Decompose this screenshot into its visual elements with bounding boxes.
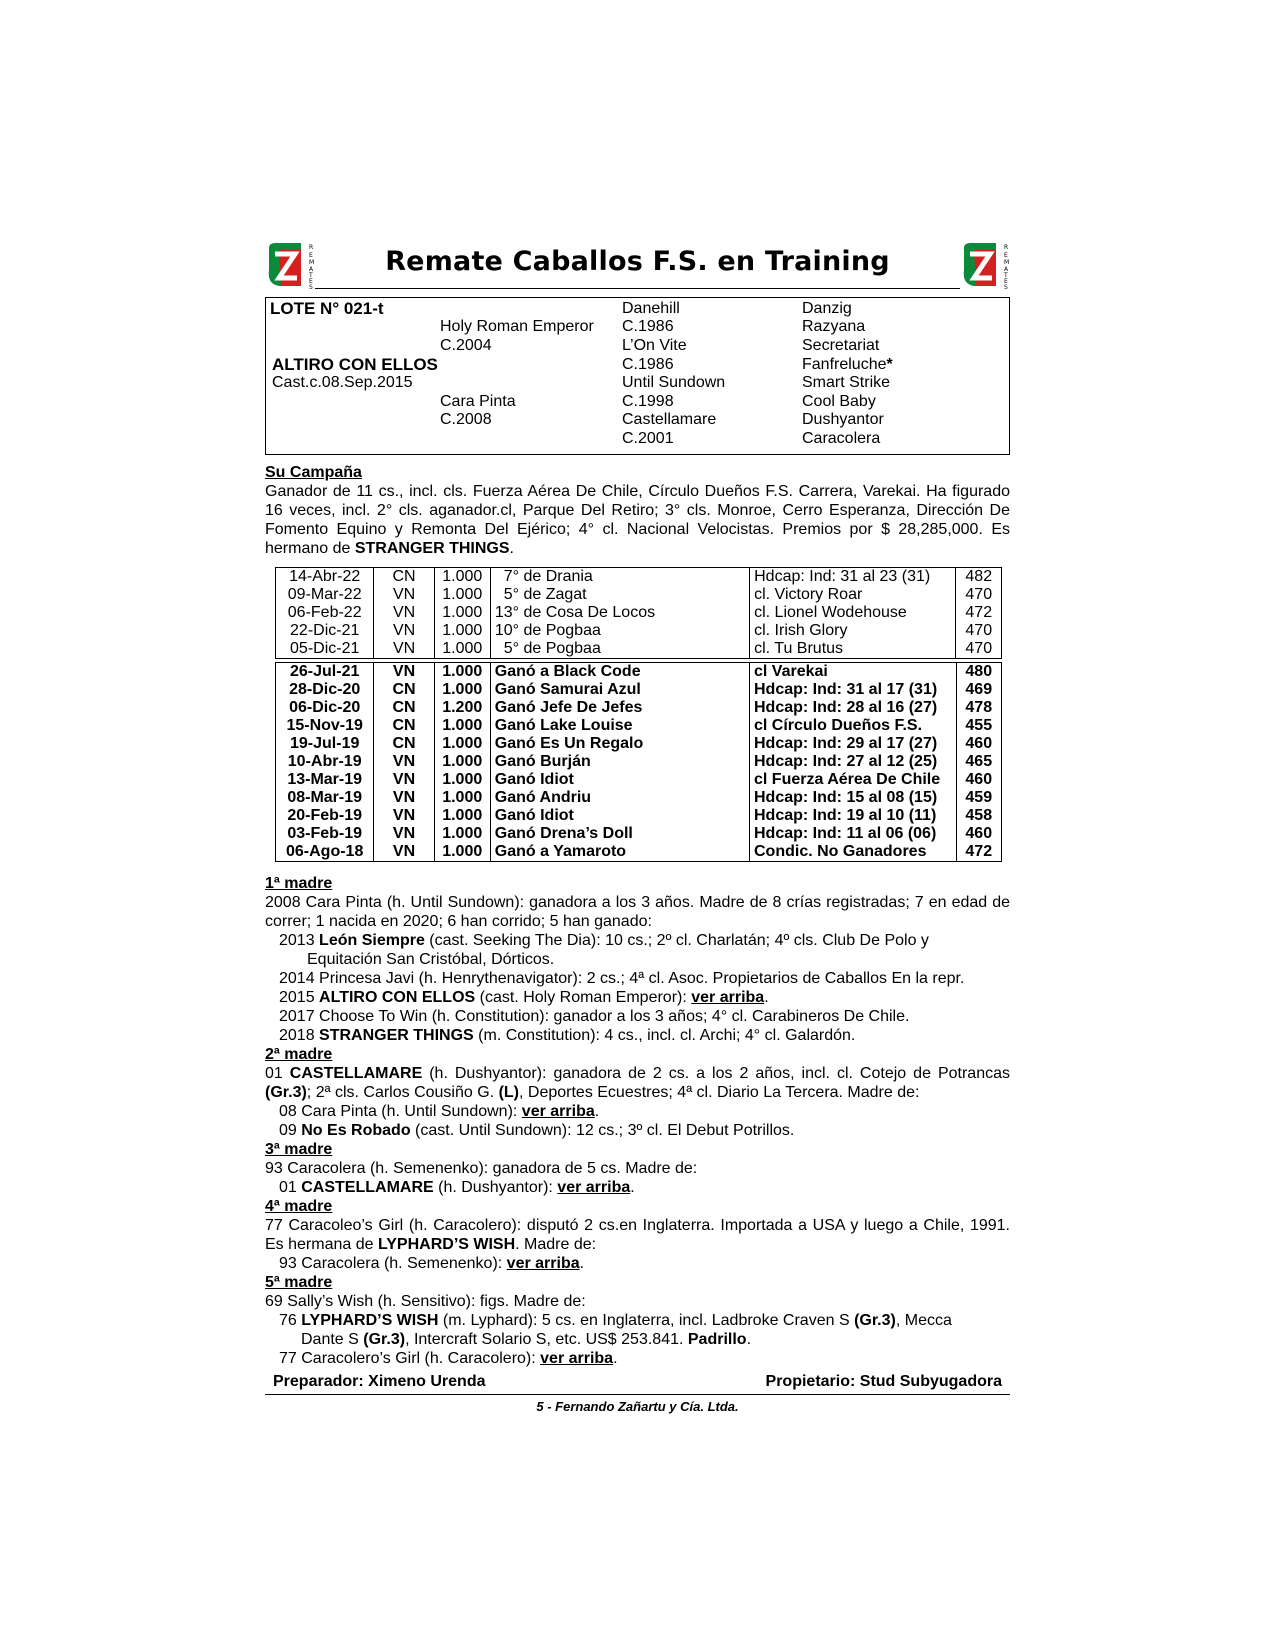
trainer: Preparador: Ximeno Urenda: [273, 1373, 486, 1390]
pedigree-box: [265, 297, 1010, 455]
cell-distance: 1.200: [434, 699, 490, 717]
race-row: [276, 622, 1001, 640]
cell-race: Hdcap: Ind: 29 al 17 (27): [750, 735, 957, 753]
ggs-5: Smart Strike: [802, 374, 891, 391]
ggs-3: Secretariat: [802, 337, 880, 354]
cell-result: Ganó Samurai Azul: [490, 681, 749, 699]
cell-result: Ganó a Yamaroto: [490, 843, 749, 861]
svg-text:A: A: [1004, 266, 1009, 273]
cell-weight: 478: [965, 699, 993, 716]
svg-text:E: E: [309, 252, 313, 259]
cell-date: 06-Ago-18: [276, 843, 374, 861]
cell-distance: 1.000: [434, 825, 490, 843]
cell-result: Ganó Jefe De Jefes: [490, 699, 749, 717]
horse-desc: Cast.c.08.Sep.2015: [272, 374, 413, 391]
cell-date: 09-Mar-22: [276, 586, 374, 604]
remates-logo: [265, 240, 317, 290]
cell-result: Ganó Idiot: [490, 771, 749, 789]
svg-text:E: E: [309, 278, 313, 285]
sire: Holy Roman Emperor: [440, 318, 594, 335]
win-row: [276, 663, 1001, 681]
sibling-name: STRANGER THINGS: [354, 540, 510, 557]
cell-result: 5° de Zagat: [490, 586, 749, 604]
cell-result: Ganó Andriu: [490, 789, 749, 807]
win-row: [276, 681, 1001, 699]
cell-weight: 460: [965, 771, 993, 788]
produce-2017: 2017 Choose To Win (h. Constitution): ganador a los 3 años; 4° cl. Carabineros De Chile.: [279, 1008, 910, 1025]
produce-2013-cont: Equitación San Cristóbal, Dórticos.: [307, 951, 555, 968]
cell-distance: 1.000: [434, 586, 490, 604]
cell-distance: 1.000: [434, 789, 490, 807]
granddam-2-year: C.2001: [622, 430, 674, 447]
footer-rule: [265, 1394, 1010, 1395]
win-row: [276, 717, 1001, 735]
ggs-8: Caracolera: [802, 430, 881, 447]
cell-weight: 472: [965, 604, 993, 621]
cell-track: VN: [374, 663, 434, 681]
cell-weight: 480: [965, 663, 993, 680]
campaign-text: Ganador de 11 cs., incl. cls. Fuerza Aérea De Chile, Círculo Dueños F.S. Carrera, Varekai. Ha figurado 16 veces, incl. 2° cls. aganador.cl, Parque Del Retiro; 3° cls. Monroe, Cerro Esperanza, Dirección De Fomento Equino y Remonta Del Ejérico; 4° cl. Nacional Velocistas. Premios por $ 28,285,000. Es hermano de STRANGER THINGS.: [265, 483, 1010, 557]
cell-race: cl Varekai: [750, 663, 957, 681]
cell-track: VN: [374, 586, 434, 604]
footer-credits: [265, 1371, 1010, 1393]
fifth-dam-produce-2: 77 Caracolero’s Girl (h. Caracolero): ver arriba.: [279, 1350, 618, 1367]
race-row: [276, 568, 1001, 586]
second-dam-produce-1: 08 Cara Pinta (h. Until Sundown): ver arriba.: [279, 1103, 600, 1120]
second-dam-title: 2ª madre: [265, 1046, 333, 1063]
svg-text:S: S: [309, 284, 313, 290]
svg-text:R: R: [1004, 244, 1009, 251]
svg-text:E: E: [1004, 278, 1008, 285]
cell-weight: 482: [965, 568, 993, 585]
cell-date: 28-Dic-20: [276, 681, 374, 699]
fourth-dam-produce: 93 Caracolera (h. Semenenko): ver arriba.: [279, 1255, 585, 1272]
cell-result: 7° de Drania: [490, 568, 749, 586]
ggs-7: Dushyantor: [802, 411, 884, 428]
cell-track: VN: [374, 640, 434, 658]
cell-date: 05-Dic-21: [276, 640, 374, 658]
ggs-4: Fanfreluche*: [802, 356, 893, 373]
cell-distance: 1.000: [434, 681, 490, 699]
cell-track: VN: [374, 622, 434, 640]
cell-weight: 470: [965, 622, 993, 639]
dam-year: C.2008: [440, 411, 492, 428]
wins-table: [275, 662, 1002, 862]
svg-text:E: E: [1004, 252, 1008, 259]
svg-text:S: S: [1004, 284, 1008, 290]
cell-race: cl Fuerza Aérea De Chile: [750, 771, 957, 789]
grandsire-1: Danehill: [622, 300, 680, 317]
catalog-page: [265, 240, 1010, 1414]
first-dam-title: 1ª madre: [265, 875, 333, 892]
cell-result: Ganó Idiot: [490, 807, 749, 825]
cell-track: VN: [374, 843, 434, 861]
second-dam-produce-2: 09 No Es Robado (cast. Until Sundown): 12 cs.; 3º cl. El Debut Potrillos.: [279, 1122, 795, 1139]
cell-result: 10° de Pogbaa: [490, 622, 749, 640]
ggs-1: Danzig: [802, 300, 852, 317]
cell-track: VN: [374, 789, 434, 807]
page-number: 5 - Fernando Zañartu y Cía. Ltda.: [536, 1399, 739, 1414]
fifth-dam-title: 5ª madre: [265, 1274, 333, 1291]
title-rule: [315, 288, 960, 289]
cell-race: cl. Irish Glory: [750, 622, 956, 640]
cell-track: VN: [374, 825, 434, 843]
win-row: [276, 825, 1001, 843]
race-row: [276, 586, 1001, 604]
cell-weight: 470: [965, 586, 993, 603]
svg-text:M: M: [309, 259, 315, 266]
cell-distance: 1.000: [434, 622, 490, 640]
granddam-1-year: C.1986: [622, 356, 674, 373]
cell-race: cl Círculo Dueños F.S.: [750, 717, 957, 735]
grandsire-2-year: C.1998: [622, 393, 674, 410]
cell-date: 22-Dic-21: [276, 622, 374, 640]
produce-2018: 2018 STRANGER THINGS (m. Constitution): 4 cs., incl. cl. Archi; 4° cl. Galardón.: [279, 1027, 856, 1044]
win-row: [276, 843, 1001, 861]
granddam-2: Castellamare: [622, 411, 717, 428]
cell-date: 14-Abr-22: [276, 568, 374, 586]
cell-track: CN: [374, 681, 434, 699]
svg-text:A: A: [309, 266, 314, 273]
cell-result: Ganó Burján: [490, 753, 749, 771]
cell-track: VN: [374, 604, 434, 622]
cell-weight: 465: [965, 753, 993, 770]
cell-date: 10-Abr-19: [276, 753, 374, 771]
cell-weight: 470: [965, 640, 993, 657]
cell-result: Ganó Es Un Regalo: [490, 735, 749, 753]
cell-weight: 460: [965, 825, 993, 842]
produce-2015: 2015 ALTIRO CON ELLOS (cast. Holy Roman Emperor): ver arriba.: [279, 989, 769, 1006]
recent-races-table: [275, 567, 1002, 659]
cell-distance: 1.000: [434, 568, 490, 586]
win-row: [276, 789, 1001, 807]
cell-race: Hdcap: Ind: 31 al 17 (31): [750, 681, 957, 699]
cell-race: Hdcap: Ind: 31 al 23 (31): [750, 568, 956, 586]
grandsire-1-year: C.1986: [622, 318, 674, 335]
third-dam-text: 93 Caracolera (h. Semenenko): ganadora de 5 cs. Madre de:: [265, 1160, 698, 1177]
cell-result: Ganó Lake Louise: [490, 717, 749, 735]
cell-distance: 1.000: [434, 640, 490, 658]
cell-distance: 1.000: [434, 771, 490, 789]
horse-name: ALTIRO CON ELLOS: [272, 355, 438, 374]
cell-date: 13-Mar-19: [276, 771, 374, 789]
cell-track: CN: [374, 699, 434, 717]
race-row: [276, 604, 1001, 622]
cell-distance: 1.000: [434, 604, 490, 622]
cell-race: cl. Tu Brutus: [750, 640, 956, 658]
third-dam-produce: 01 CASTELLAMARE (h. Dushyantor): ver arriba.: [279, 1179, 635, 1196]
cell-track: CN: [374, 735, 434, 753]
race-row: [276, 640, 1001, 658]
cell-distance: 1.000: [434, 807, 490, 825]
owner: Propietario: Stud Subyugadora: [765, 1373, 1002, 1390]
cell-distance: 1.000: [434, 663, 490, 681]
cell-track: VN: [374, 753, 434, 771]
cell-weight: 469: [965, 681, 993, 698]
dam-line: [265, 874, 1010, 1368]
win-row: [276, 699, 1001, 717]
cell-date: 20-Feb-19: [276, 807, 374, 825]
dam: Cara Pinta: [440, 393, 516, 410]
cell-race: cl. Victory Roar: [750, 586, 956, 604]
produce-2013: 2013 León Siempre (cast. Seeking The Dia): 10 cs.; 2º cl. Charlatán; 4º cls. Club De Polo y: [279, 932, 929, 949]
cell-distance: 1.000: [434, 753, 490, 771]
svg-text:M: M: [1004, 259, 1010, 266]
fifth-dam-text: 69 Sally’s Wish (h. Sensitivo): figs. Madre de:: [265, 1293, 586, 1310]
logo-letter: R: [309, 244, 314, 251]
cell-weight: 460: [965, 735, 993, 752]
ggs-2: Razyana: [802, 318, 866, 335]
cell-track: VN: [374, 771, 434, 789]
cell-race: Hdcap: Ind: 19 al 10 (11): [750, 807, 957, 825]
cell-race: Condic. No Ganadores: [750, 843, 957, 861]
cell-result: Ganó a Black Code: [490, 663, 749, 681]
page-title: Remate Caballos F.S. en Training: [385, 246, 890, 277]
cell-track: CN: [374, 717, 434, 735]
star-mark: *: [886, 356, 893, 373]
cell-race: cl. Lionel Wodehouse: [750, 604, 956, 622]
cell-date: 15-Nov-19: [276, 717, 374, 735]
cell-result: 5° de Pogbaa: [490, 640, 749, 658]
win-row: [276, 735, 1001, 753]
sire-year: C.2004: [440, 337, 492, 354]
campaign-title: Su Campaña: [265, 464, 362, 481]
cell-distance: 1.000: [434, 843, 490, 861]
cell-weight: 472: [965, 843, 993, 860]
header: [265, 240, 1010, 295]
win-row: [276, 771, 1001, 789]
ggs-6: Cool Baby: [802, 393, 876, 410]
cell-track: VN: [374, 807, 434, 825]
cell-date: 08-Mar-19: [276, 789, 374, 807]
remates-logo-right: [960, 240, 1012, 290]
third-dam-title: 3ª madre: [265, 1141, 333, 1158]
cell-race: Hdcap: Ind: 27 al 12 (25): [750, 753, 957, 771]
cell-track: CN: [374, 568, 434, 586]
produce-2014: 2014 Princesa Javi (h. Henrythenavigator): 2 cs.; 4ª cl. Asoc. Propietarios de Caballos En la repr.: [279, 970, 965, 987]
cell-distance: 1.000: [434, 735, 490, 753]
cell-date: 19-Jul-19: [276, 735, 374, 753]
granddam-1: L’On Vite: [622, 337, 687, 354]
fourth-dam-text: 77 Caracoleo’s Girl (h. Caracolero): disputó 2 cs.en Inglaterra. Importada a USA y luego a Chile, 1991. Es hermana de LYPHARD’S WISH. Madre de:: [265, 1217, 1010, 1253]
cell-weight: 458: [965, 807, 993, 824]
cell-date: 06-Feb-22: [276, 604, 374, 622]
ver-arriba-link: ver arriba: [691, 989, 765, 1006]
win-row: [276, 807, 1001, 825]
grandsire-2: Until Sundown: [622, 374, 726, 391]
lot-number: LOTE N° 021-t: [270, 299, 384, 318]
second-dam-text: 01 CASTELLAMARE (h. Dushyantor): ganadora de 2 cs. a los 2 años, incl. cl. Cotejo de Potrancas (Gr.3); 2ª cls. Carlos Cousiño G. (L), Deportes Ecuestres; 4ª cl. Diario La Tercera. Madre de:: [265, 1065, 1010, 1101]
win-row: [276, 753, 1001, 771]
cell-result: 13° de Cosa De Locos: [490, 604, 749, 622]
first-dam-text: 2008 Cara Pinta (h. Until Sundown): ganadora a los 3 años. Madre de 8 crías registradas; 7 en edad de correr; 1 nacida en 2020; 6 han corrido; 5 han ganado:: [265, 894, 1010, 930]
cell-race: Hdcap: Ind: 15 al 08 (15): [750, 789, 957, 807]
fourth-dam-title: 4ª madre: [265, 1198, 333, 1215]
cell-race: Hdcap: Ind: 11 al 06 (06): [750, 825, 957, 843]
fifth-dam-produce-1: 76 LYPHARD’S WISH (m. Lyphard): 5 cs. en Inglaterra, incl. Ladbroke Craven S (Gr.3), Mecca: [279, 1312, 952, 1329]
svg-text:T: T: [309, 272, 313, 279]
cell-date: 03-Feb-19: [276, 825, 374, 843]
svg-text:T: T: [1004, 272, 1008, 279]
fifth-dam-produce-1-cont: Dante S (Gr.3), Intercraft Solario S, etc. US$ 253.841. Padrillo.: [301, 1331, 752, 1348]
cell-date: 06-Dic-20: [276, 699, 374, 717]
cell-weight: 459: [965, 789, 993, 806]
cell-result: Ganó Drena’s Doll: [490, 825, 749, 843]
cell-race: Hdcap: Ind: 28 al 16 (27): [750, 699, 957, 717]
cell-weight: 455: [965, 717, 993, 734]
cell-distance: 1.000: [434, 717, 490, 735]
cell-date: 26-Jul-21: [276, 663, 374, 681]
